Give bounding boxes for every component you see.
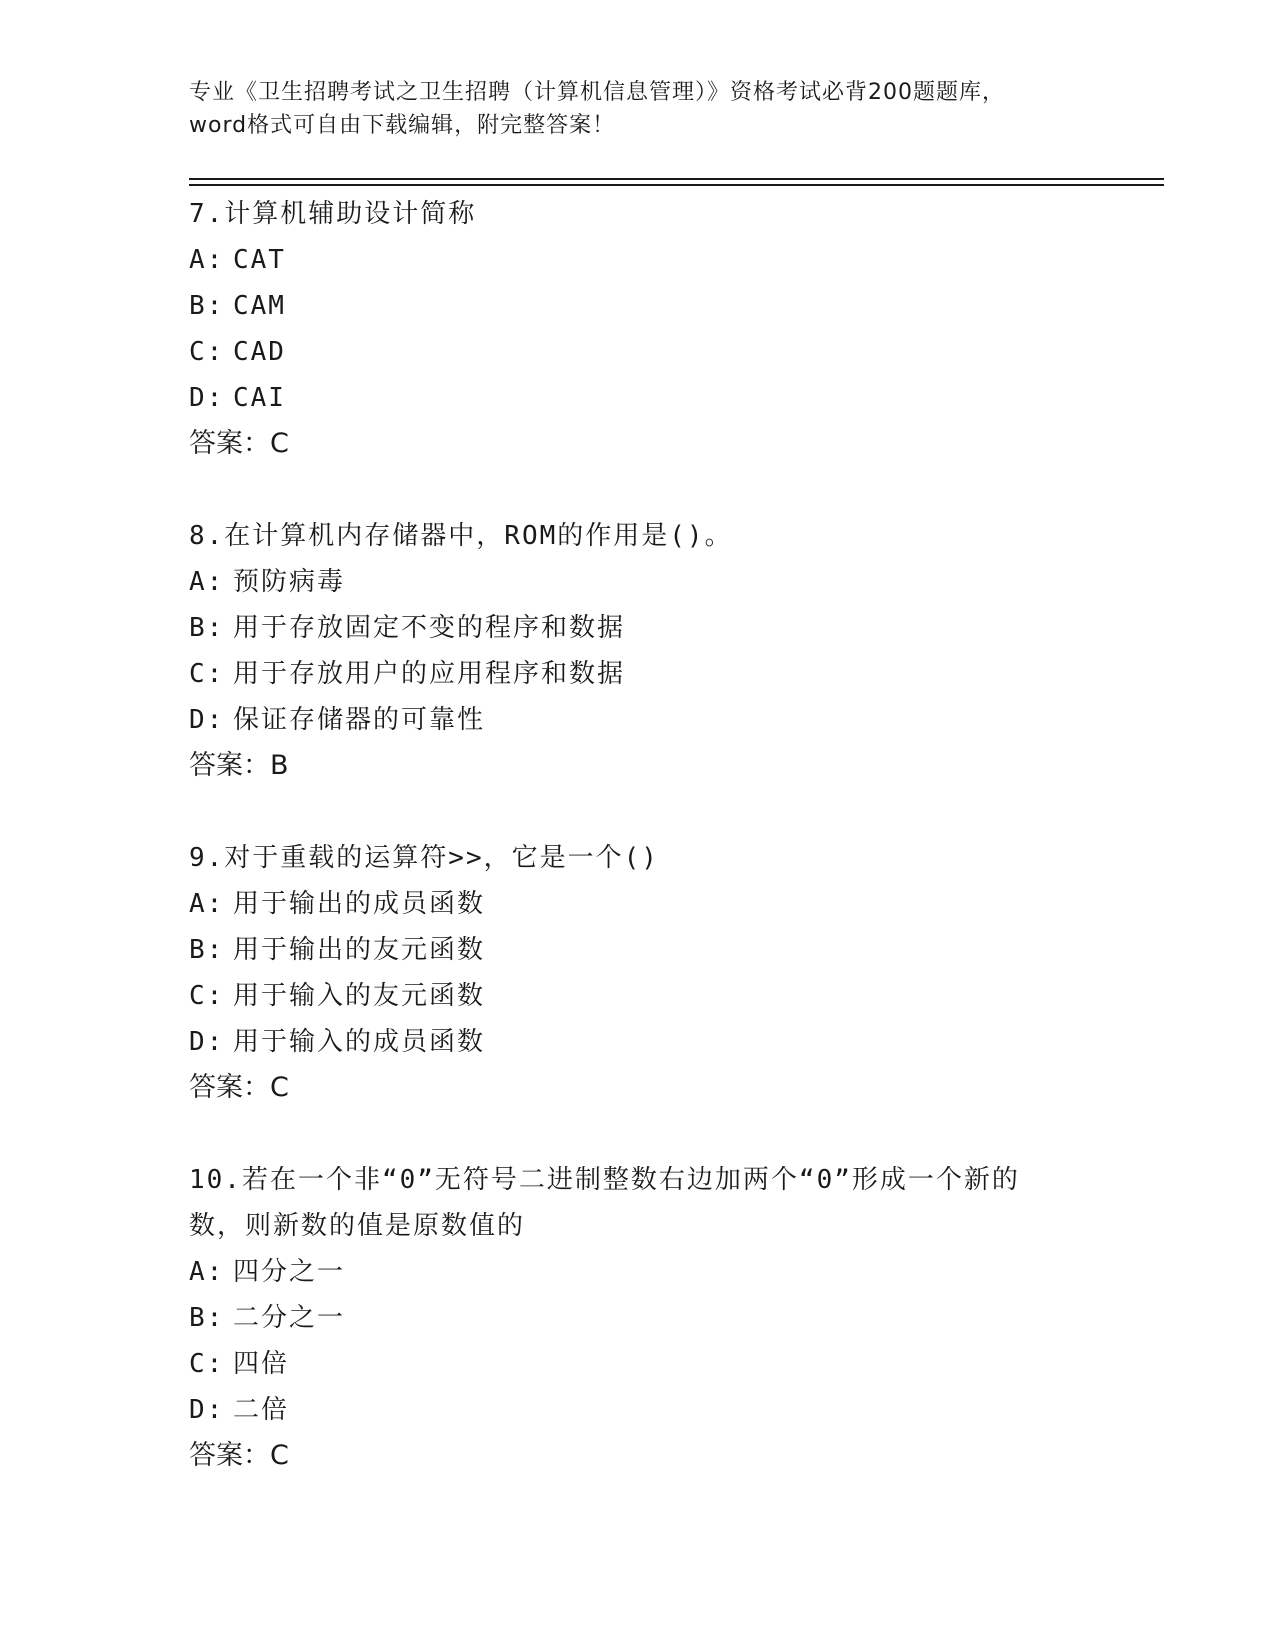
option-d — [189, 697, 1089, 743]
option-letter: D: — [189, 1395, 225, 1425]
option-text: 用于输出的友元函数 — [233, 935, 486, 965]
option-c — [189, 651, 1089, 697]
option-letter: B: — [189, 291, 225, 321]
option-letter: A: — [189, 567, 225, 597]
option-text: 二分之一 — [233, 1303, 346, 1333]
option-a — [189, 559, 1089, 605]
question-9 — [189, 835, 1089, 1111]
question-stem: 7.计算机辅助设计简称 — [189, 199, 477, 229]
option-letter: B: — [189, 935, 225, 965]
question-stem: 9.对于重载的运算符>>，它是一个() — [189, 843, 659, 873]
answer-line: 答案：C — [189, 1072, 289, 1103]
header-divider-top — [189, 178, 1164, 180]
header-divider-bottom — [189, 184, 1164, 186]
question-7 — [189, 191, 1089, 467]
option-a — [189, 1249, 1089, 1295]
option-letter: C: — [189, 1349, 225, 1379]
option-text: 用于输入的友元函数 — [233, 981, 486, 1011]
document-header — [189, 76, 1089, 142]
option-c — [189, 973, 1089, 1019]
option-b — [189, 283, 1089, 329]
option-text: 用于输入的成员函数 — [233, 1027, 486, 1057]
option-text: CAD — [233, 337, 286, 367]
option-text: 预防病毒 — [233, 567, 346, 597]
option-letter: C: — [189, 337, 225, 367]
option-b — [189, 1295, 1089, 1341]
header-line-1: 专业《卫生招聘考试之卫生招聘（计算机信息管理）》资格考试必背200题题库， — [189, 80, 1005, 105]
option-text: 用于存放固定不变的程序和数据 — [233, 613, 626, 643]
option-text: 四分之一 — [233, 1257, 346, 1287]
option-b — [189, 927, 1089, 973]
question-stem: 8.在计算机内存储器中，ROM的作用是()。 — [189, 521, 733, 551]
option-text: CAT — [233, 245, 286, 275]
option-letter: A: — [189, 889, 225, 919]
option-a — [189, 881, 1089, 927]
option-letter: D: — [189, 705, 225, 735]
option-text: CAI — [233, 383, 286, 413]
option-text: 用于输出的成员函数 — [233, 889, 486, 919]
header-line-2: word格式可自由下载编辑，附完整答案！ — [189, 113, 616, 138]
option-letter: B: — [189, 1303, 225, 1333]
question-8 — [189, 513, 1089, 789]
option-letter: C: — [189, 981, 225, 1011]
question-10 — [189, 1157, 1089, 1479]
option-letter: D: — [189, 1027, 225, 1057]
option-text: 用于存放用户的应用程序和数据 — [233, 659, 626, 689]
question-stem-continued: 数，则新数的值是原数值的 — [189, 1211, 526, 1241]
option-d — [189, 375, 1089, 421]
question-stem: 10.若在一个非“0”无符号二进制整数右边加两个“0”形成一个新的 — [189, 1165, 1020, 1195]
option-text: 保证存储器的可靠性 — [233, 705, 486, 735]
option-c — [189, 329, 1089, 375]
option-text: 四倍 — [233, 1349, 290, 1379]
option-letter: D: — [189, 383, 225, 413]
option-text: CAM — [233, 291, 286, 321]
option-d — [189, 1019, 1089, 1065]
option-letter: A: — [189, 245, 225, 275]
option-b — [189, 605, 1089, 651]
option-d — [189, 1387, 1089, 1433]
answer-line: 答案：C — [189, 1440, 289, 1471]
option-c — [189, 1341, 1089, 1387]
option-letter: B: — [189, 613, 225, 643]
answer-line: 答案：B — [189, 750, 289, 781]
answer-line: 答案：C — [189, 428, 289, 459]
option-letter: A: — [189, 1257, 225, 1287]
option-letter: C: — [189, 659, 225, 689]
question-list — [189, 191, 1089, 1525]
option-a — [189, 237, 1089, 283]
option-text: 二倍 — [233, 1395, 290, 1425]
